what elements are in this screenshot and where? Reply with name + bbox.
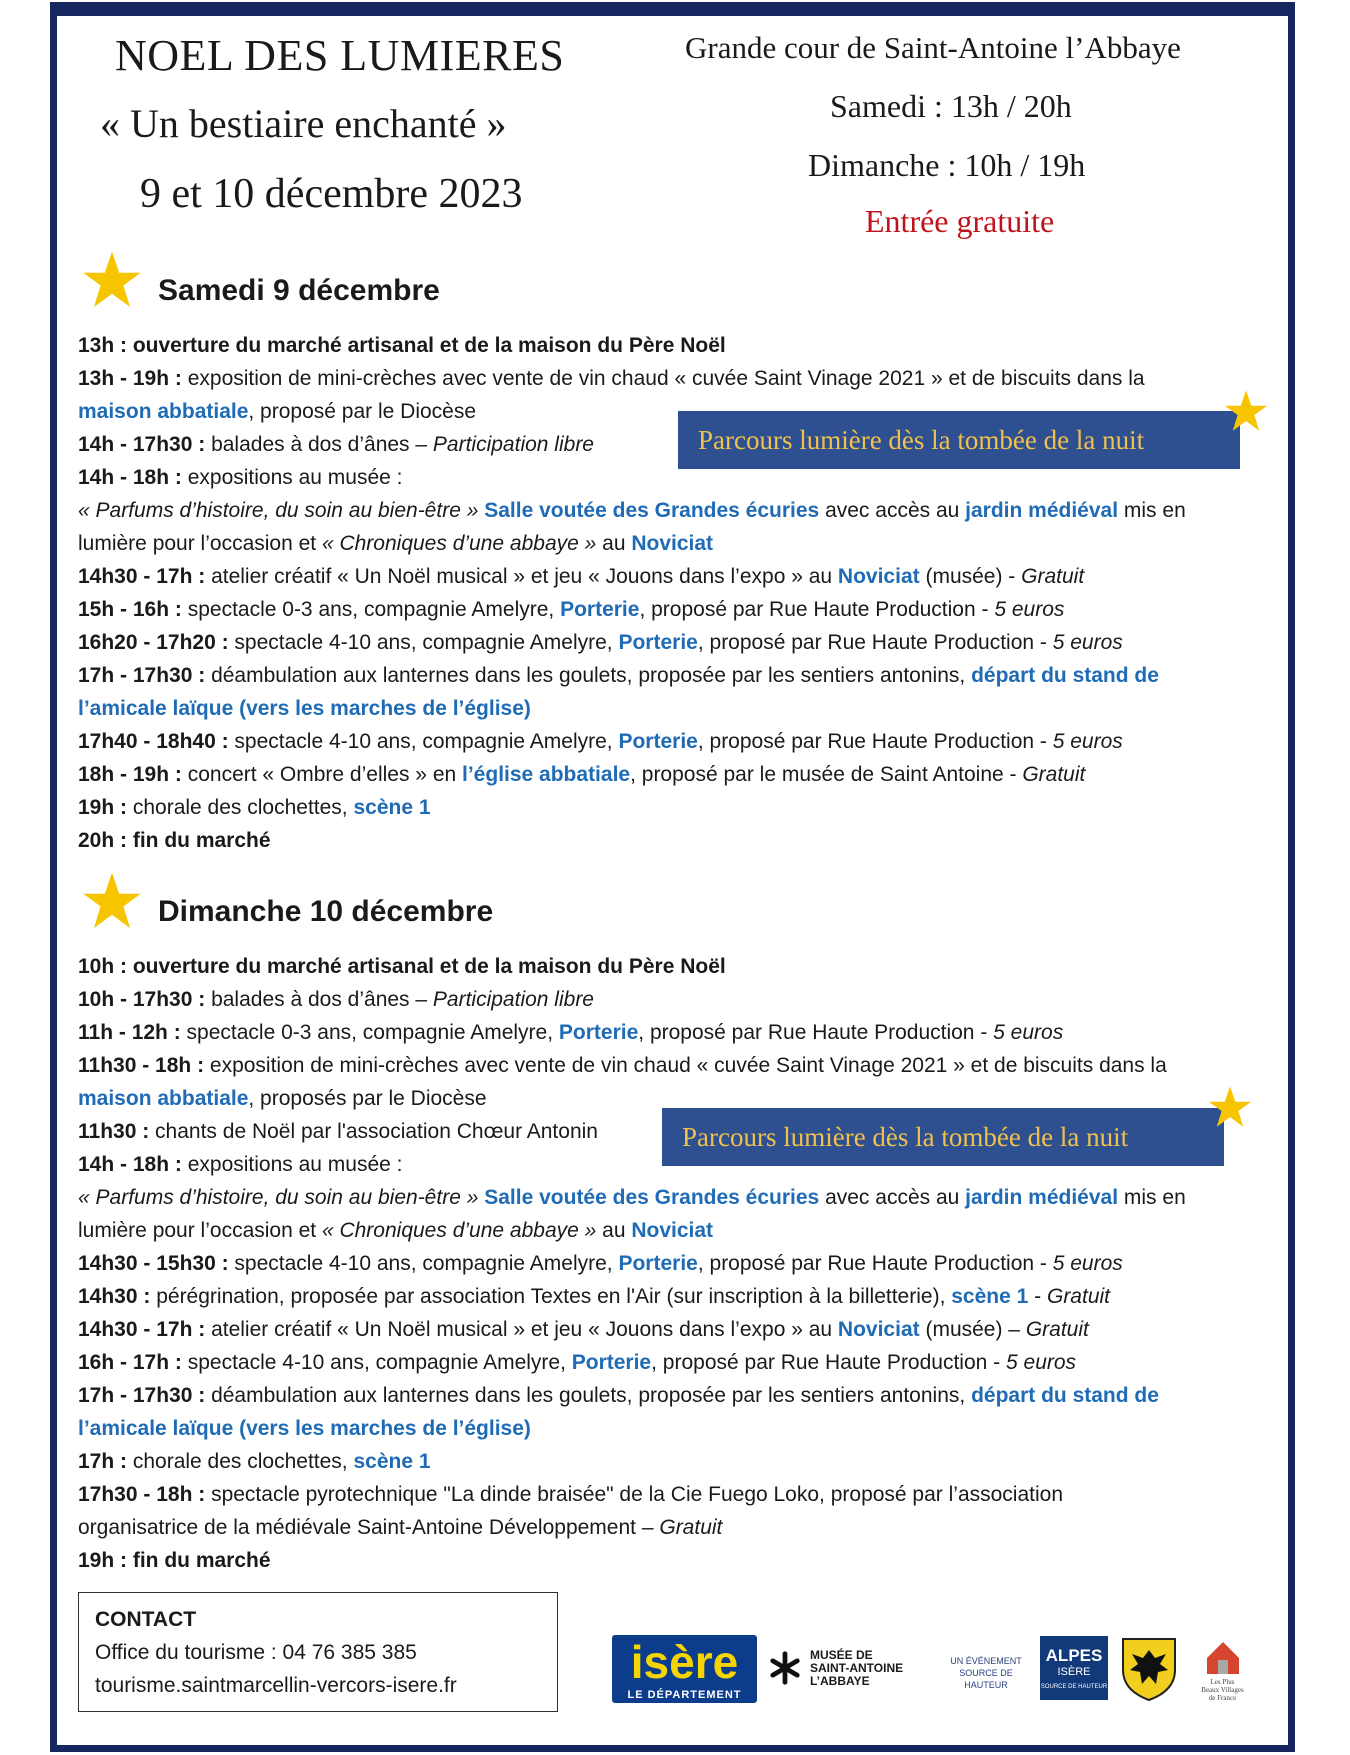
location-link[interactable]: scène 1	[353, 1450, 431, 1473]
location-link[interactable]: scène 1	[353, 796, 431, 819]
program-text: 17h :	[78, 1450, 128, 1473]
program-text: 17h - 17h30 :	[78, 664, 206, 687]
program-text: lumière pour l’occasion et	[78, 1219, 322, 1242]
location-link[interactable]: maison abbatiale	[78, 400, 249, 423]
beaux-villages-logo: Les Plus Beaux Villages de France	[1195, 1636, 1250, 1702]
village-icon	[1203, 1636, 1243, 1676]
program-text: 16h - 17h :	[78, 1351, 182, 1374]
program-text: expositions au musée :	[181, 1153, 403, 1176]
program-text: Gratuit	[1021, 565, 1085, 588]
star-icon	[82, 250, 142, 310]
program-text: 17h - 17h30 :	[78, 1384, 206, 1407]
program-text: 5 euros	[993, 1021, 1064, 1044]
star-icon	[1208, 1085, 1252, 1129]
location-link[interactable]: Noviciat	[837, 565, 920, 588]
location-link[interactable]: Noviciat	[837, 1318, 920, 1341]
program-text: au	[596, 532, 632, 555]
location-link[interactable]: Porterie	[618, 730, 698, 753]
program-text: déambulation aux lanternes dans les goulets, proposée par les sentiers antonins,	[205, 1384, 972, 1407]
program-text: 17h30 - 18h :	[78, 1483, 206, 1506]
isere-logo: isère LE DÉPARTEMENT	[612, 1635, 757, 1703]
program-text: « Parfums d’histoire, du soin au bien-être »	[78, 499, 479, 522]
program-text: 18h - 19h :	[78, 763, 182, 786]
program-line	[78, 824, 1258, 857]
program-line	[78, 758, 1258, 791]
program-text: (musée) -	[919, 565, 1022, 588]
program-line	[78, 494, 1258, 527]
program-line	[78, 1346, 1258, 1379]
program-text: avec accès au	[819, 499, 966, 522]
program-text: , proposé par Rue Haute Production -	[651, 1351, 1006, 1374]
program-line	[78, 1412, 1258, 1445]
program-text: chants de Noël par l'association Chœur Antonin	[149, 1120, 598, 1143]
contact-website[interactable]: tourisme.saintmarcellin-vercors-isere.fr	[95, 1674, 457, 1697]
program-text: 14h - 18h :	[78, 466, 182, 489]
location-link[interactable]: l’amicale laïque (vers les marches de l’église)	[78, 1417, 531, 1440]
saturday-program	[78, 329, 1258, 857]
location-link[interactable]: jardin médiéval	[965, 499, 1119, 522]
program-text: Gratuit	[1022, 763, 1086, 786]
location-link[interactable]: maison abbatiale	[78, 1087, 249, 1110]
location-link[interactable]: Salle voutée des Grandes écuries	[484, 499, 820, 522]
program-text: 16h20 - 17h20 :	[78, 631, 229, 654]
program-text: Gratuit	[1025, 1318, 1089, 1341]
light-trail-banner: Parcours lumière dès la tombée de la nuit	[678, 411, 1240, 469]
location-link[interactable]: Porterie	[558, 1021, 639, 1044]
location-link[interactable]: Porterie	[618, 631, 698, 654]
program-line	[78, 1280, 1258, 1313]
program-text: -	[1028, 1285, 1047, 1308]
saturday-heading: Samedi 9 décembre	[158, 274, 440, 307]
hours-sunday: Dimanche : 10h / 19h	[808, 147, 1086, 183]
location-link[interactable]: Porterie	[571, 1351, 652, 1374]
program-text: 14h30 - 17h :	[78, 565, 206, 588]
program-line	[78, 560, 1258, 593]
program-line	[78, 1049, 1258, 1082]
program-text: expositions au musée :	[181, 466, 403, 489]
program-line	[78, 1445, 1258, 1478]
light-trail-banner: Parcours lumière dès la tombée de la nuit	[662, 1108, 1224, 1166]
program-text: exposition de mini-crèches avec vente de vin chaud « cuvée Saint Vinage 2021 » et de biscuits dans la	[204, 1054, 1167, 1077]
program-text: , proposés par le Diocèse	[248, 1087, 487, 1110]
program-line	[78, 1016, 1258, 1049]
location-link[interactable]: Porterie	[560, 598, 640, 621]
alpes-isere-logo: ALPES ISÈRE SOURCE DE HAUTEUR	[1040, 1636, 1108, 1700]
event-title: NOEL DES LUMIERES	[115, 31, 565, 80]
program-text: balades à dos d’ânes –	[205, 433, 433, 456]
location-link[interactable]: départ du stand de	[971, 1384, 1159, 1407]
program-text: exposition de mini-crèches avec vente de vin chaud « cuvée Saint Vinage 2021 » et de biscuits dans la	[181, 367, 1145, 390]
program-line	[78, 1181, 1258, 1214]
program-line	[78, 1478, 1258, 1511]
program-text: spectacle 0-3 ans, compagnie Amelyre,	[180, 1021, 559, 1044]
program-text: Participation libre	[432, 433, 594, 456]
location-link[interactable]: départ du stand de	[971, 664, 1159, 687]
program-text: 11h - 12h :	[78, 1021, 181, 1044]
location-link[interactable]: l’amicale laïque (vers les marches de l’église)	[78, 697, 531, 720]
program-text: , proposé par Rue Haute Production -	[697, 631, 1053, 654]
program-text: 14h - 18h :	[78, 1153, 182, 1176]
program-text: 10h : ouverture du marché artisanal et de la maison du Père Noël	[78, 955, 726, 978]
program-text: 5 euros	[994, 598, 1065, 621]
program-text: 15h - 16h :	[78, 598, 182, 621]
musee-logo: MUSÉE DE SAINT-ANTOINE L’ABBAYE	[768, 1645, 928, 1695]
asterisk-icon	[768, 1651, 802, 1685]
program-line	[78, 1544, 1258, 1577]
program-text: au	[596, 1219, 632, 1242]
program-text: 17h40 - 18h40 :	[78, 730, 229, 753]
program-text: , proposé par Rue Haute Production -	[697, 730, 1053, 753]
program-text: Participation libre	[432, 988, 594, 1011]
program-line	[78, 1313, 1258, 1346]
contact-heading: CONTACT	[95, 1608, 197, 1631]
program-text: pérégrination, proposée par association Textes en l'Air (sur inscription à la billetterie),	[150, 1285, 952, 1308]
program-text: Gratuit	[659, 1516, 723, 1539]
program-text: , proposé par le Diocèse	[248, 400, 477, 423]
contact-box	[78, 1592, 558, 1712]
program-text: avec accès au	[819, 1186, 966, 1209]
event-logo: UN ÉVÉNEMENT SOURCE DE HAUTEUR	[950, 1656, 1022, 1690]
program-text: concert « Ombre d’elles » en	[181, 763, 463, 786]
program-line	[78, 1511, 1258, 1544]
sunday-program	[78, 950, 1258, 1577]
program-line	[78, 725, 1258, 758]
program-line	[78, 527, 1258, 560]
program-text: 13h - 19h :	[78, 367, 182, 390]
program-text: (musée) –	[919, 1318, 1026, 1341]
program-text: , proposé par le musée de Saint Antoine -	[630, 763, 1023, 786]
program-text: mis en	[1118, 499, 1186, 522]
location-link[interactable]: Salle voutée des Grandes écuries	[484, 1186, 820, 1209]
location-link[interactable]: jardin médiéval	[965, 1186, 1119, 1209]
program-text: 14h30 :	[78, 1285, 151, 1308]
program-text: , proposé par Rue Haute Production -	[697, 1252, 1053, 1275]
program-text: organisatrice de la médiévale Saint-Antoine Développement –	[78, 1516, 660, 1539]
program-text: 13h : ouverture du marché artisanal et de la maison du Père Noël	[78, 334, 726, 357]
coat-of-arms-icon	[1120, 1636, 1178, 1702]
program-text: chorale des clochettes,	[127, 1450, 354, 1473]
program-text: Gratuit	[1046, 1285, 1111, 1308]
program-line	[78, 1379, 1258, 1412]
sunday-heading: Dimanche 10 décembre	[158, 895, 494, 928]
program-line	[78, 626, 1258, 659]
program-text: 11h30 :	[78, 1120, 150, 1143]
program-text: , proposé par Rue Haute Production -	[639, 598, 995, 621]
program-text: 20h : fin du marché	[78, 829, 271, 852]
program-text: lumière pour l’occasion et	[78, 532, 322, 555]
program-text: 5 euros	[1052, 631, 1123, 654]
program-line	[78, 659, 1258, 692]
program-text: atelier créatif « Un Noël musical » et jeu « Jouons dans l’expo » au	[205, 565, 838, 588]
program-line	[78, 1247, 1258, 1280]
location-link[interactable]: scène 1	[951, 1285, 1029, 1308]
program-text: balades à dos d’ânes –	[205, 988, 433, 1011]
entry-free: Entrée gratuite	[865, 203, 1055, 239]
program-text: mis en	[1118, 1186, 1186, 1209]
program-text: 5 euros	[1052, 730, 1123, 753]
program-text: 14h - 17h30 :	[78, 433, 206, 456]
star-icon	[1224, 389, 1268, 433]
program-text: spectacle 4-10 ans, compagnie Amelyre,	[228, 1252, 619, 1275]
program-text: 19h : fin du marché	[78, 1549, 271, 1572]
program-line	[78, 362, 1258, 395]
program-text: « Parfums d’histoire, du soin au bien-être »	[78, 1186, 479, 1209]
program-text: spectacle 0-3 ans, compagnie Amelyre,	[181, 598, 561, 621]
program-line	[78, 791, 1258, 824]
program-text: 5 euros	[1006, 1351, 1077, 1374]
program-line	[78, 593, 1258, 626]
program-text: spectacle 4-10 ans, compagnie Amelyre,	[181, 1351, 572, 1374]
program-text: « Chroniques d’une abbaye »	[321, 1219, 597, 1242]
program-line	[78, 950, 1258, 983]
program-line	[78, 983, 1258, 1016]
location-link[interactable]: Noviciat	[631, 1219, 714, 1242]
program-text: 14h30 - 17h :	[78, 1318, 206, 1341]
location-link[interactable]: l’église abbatiale	[462, 763, 631, 786]
program-text: 11h30 - 18h :	[78, 1054, 205, 1077]
location-link[interactable]: Noviciat	[631, 532, 714, 555]
hours-saturday: Samedi : 13h / 20h	[830, 88, 1072, 124]
program-text: , proposé par Rue Haute Production -	[638, 1021, 994, 1044]
program-line	[78, 329, 1258, 362]
program-text: 19h :	[78, 796, 128, 819]
program-text: 14h30 - 15h30 :	[78, 1252, 229, 1275]
program-line	[78, 692, 1258, 725]
event-dates: 9 et 10 décembre 2023	[140, 171, 523, 217]
program-text: spectacle 4-10 ans, compagnie Amelyre,	[228, 730, 619, 753]
venue: Grande cour de Saint-Antoine l’Abbaye	[685, 30, 1181, 65]
program-text: atelier créatif « Un Noël musical » et jeu « Jouons dans l’expo » au	[205, 1318, 838, 1341]
program-text: spectacle pyrotechnique "La dinde braisée" de la Cie Fuego Loko, proposé par l’association	[205, 1483, 1064, 1506]
program-text: « Chroniques d’une abbaye »	[321, 532, 597, 555]
program-text: 10h - 17h30 :	[78, 988, 206, 1011]
event-subtitle: « Un bestiaire enchanté »	[100, 101, 507, 146]
program-line	[78, 1214, 1258, 1247]
program-text: déambulation aux lanternes dans les goulets, proposée par les sentiers antonins,	[205, 664, 972, 687]
program-text: chorale des clochettes,	[127, 796, 354, 819]
program-text: 5 euros	[1052, 1252, 1123, 1275]
program-text: spectacle 4-10 ans, compagnie Amelyre,	[228, 631, 619, 654]
star-icon	[82, 871, 142, 931]
location-link[interactable]: Porterie	[618, 1252, 698, 1275]
contact-phone: Office du tourisme : 04 76 385 385	[95, 1641, 417, 1664]
